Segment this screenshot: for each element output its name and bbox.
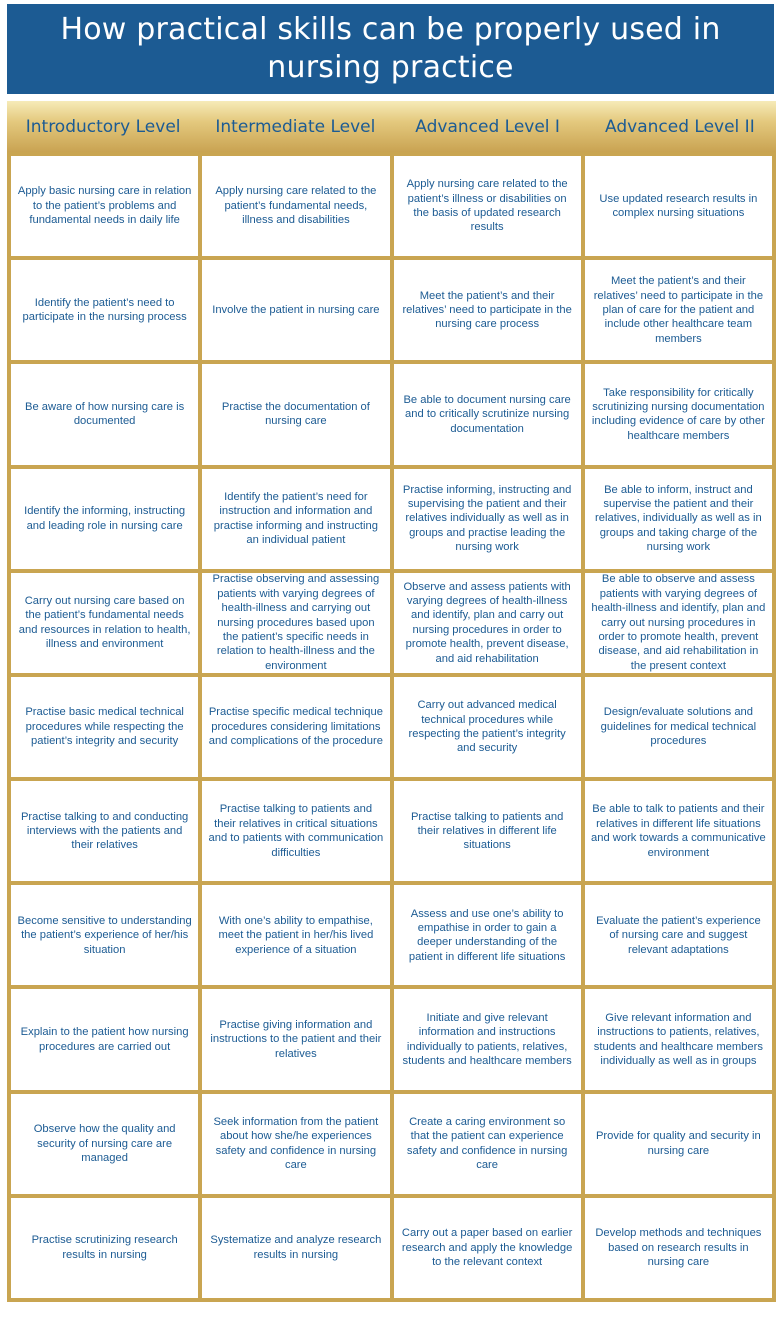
column-header: Introductory Level [25,116,181,137]
title-banner [7,4,774,94]
column-header: Advanced Level I [415,116,560,137]
table-cell: Practise specific medical technique procedures considering limitations and complications of the procedure [202,677,389,777]
table-body [7,152,776,1302]
table-cell: Systematize and analyze research results in nursing [202,1198,389,1298]
table-cell: Give relevant information and instructions to patients, relatives, students and healthcare members individually as well as in groups [585,989,772,1089]
table-cell: Create a caring environment so that the patient can experience safety and confidence in nursing care [394,1094,581,1194]
table-cell: Become sensitive to understanding the patient’s experience of her/his situation [11,885,198,985]
table-cell: Practise observing and assessing patients with varying degrees of health-illness and carrying out nursing procedures based upon the patient’s specific needs in relation to health-illness and the environment [202,573,389,673]
table-cell: Practise informing, instructing and supervising the patient and their relatives individually as well as in groups and practise leading the nursing work [394,469,581,569]
column-header: Advanced Level II [605,116,755,137]
table-cell: Provide for quality and security in nursing care [585,1094,772,1194]
table-cell: Assess and use one’s ability to empathise in order to gain a deeper understanding of the patient in different life situations [394,885,581,985]
table-cell: Be aware of how nursing care is documented [11,364,198,464]
table-header-row [7,101,776,152]
table-cell: Take responsibility for critically scrutinizing nursing documentation including evidence of care by other healthcare members [585,364,772,464]
table-cell: Be able to talk to patients and their relatives in different life situations and work towards a communicative environment [585,781,772,881]
table-cell: Identify the patient’s need to participate in the nursing process [11,260,198,360]
column-header: Intermediate Level [215,116,376,137]
table-cell: Evaluate the patient’s experience of nursing care and suggest relevant adaptations [585,885,772,985]
table-cell: Apply basic nursing care in relation to the patient’s problems and fundamental needs in daily life [11,156,198,256]
table-cell: Apply nursing care related to the patient’s illness or disabilities on the basis of updated research results [394,156,581,256]
table-cell: Identify the informing, instructing and leading role in nursing care [11,469,198,569]
table-cell: Carry out advanced medical technical procedures while respecting the patient’s integrity and security [394,677,581,777]
table-cell: Practise the documentation of nursing care [202,364,389,464]
table-cell: Practise scrutinizing research results in nursing [11,1198,198,1298]
table-cell: Meet the patient’s and their relatives’ need to participate in the nursing care process [394,260,581,360]
table-cell: Use updated research results in complex nursing situations [585,156,772,256]
table-cell: Practise basic medical technical procedures while respecting the patient’s integrity and security [11,677,198,777]
table-cell: Be able to inform, instruct and supervise the patient and their relatives, individually as well as in groups and taking charge of the nursing work [585,469,772,569]
table-cell: Be able to observe and assess patients with varying degrees of health-illness and identify, plan and carry out nursing procedures in order to promote health, prevent disease, and aid rehabilitation in the present context [585,573,772,673]
page-title: How practical skills can be properly used in nursing practice [60,12,721,85]
table-cell: With one’s ability to empathise, meet the patient in her/his lived experience of a situation [202,885,389,985]
table-cell: Design/evaluate solutions and guidelines for medical technical procedures [585,677,772,777]
table-cell: Practise talking to and conducting interviews with the patients and their relatives [11,781,198,881]
table-cell: Develop methods and techniques based on research results in nursing care [585,1198,772,1298]
table-cell: Apply nursing care related to the patient’s fundamental needs, illness and disabilities [202,156,389,256]
table-cell: Observe how the quality and security of nursing care are managed [11,1094,198,1194]
table-cell: Meet the patient’s and their relatives’ need to participate in the plan of care for the patient and include other healthcare team members [585,260,772,360]
table-cell: Carry out a paper based on earlier research and apply the knowledge to the relevant context [394,1198,581,1298]
table-cell: Practise talking to patients and their relatives in different life situations [394,781,581,881]
table-cell: Seek information from the patient about how she/he experiences safety and confidence in nursing care [202,1094,389,1194]
table-cell: Observe and assess patients with varying degrees of health-illness and identify, plan and carry out nursing procedures in order to promote health, prevent disease, and aid rehabilitation [394,573,581,673]
table-cell: Carry out nursing care based on the patient’s fundamental needs and resources in relation to health, illness and environment [11,573,198,673]
table-cell: Practise talking to patients and their relatives in critical situations and to patients with communication difficulties [202,781,389,881]
table-cell: Practise giving information and instructions to the patient and their relatives [202,989,389,1089]
table-cell: Involve the patient in nursing care [202,260,389,360]
table-cell: Explain to the patient how nursing procedures are carried out [11,989,198,1089]
table-cell: Identify the patient’s need for instruction and information and practise informing and instructing an individual patient [202,469,389,569]
table-cell: Initiate and give relevant information and instructions individually to patients, relatives, students and healthcare members [394,989,581,1089]
table-cell: Be able to document nursing care and to critically scrutinize nursing documentation [394,364,581,464]
skills-table [7,101,776,1302]
